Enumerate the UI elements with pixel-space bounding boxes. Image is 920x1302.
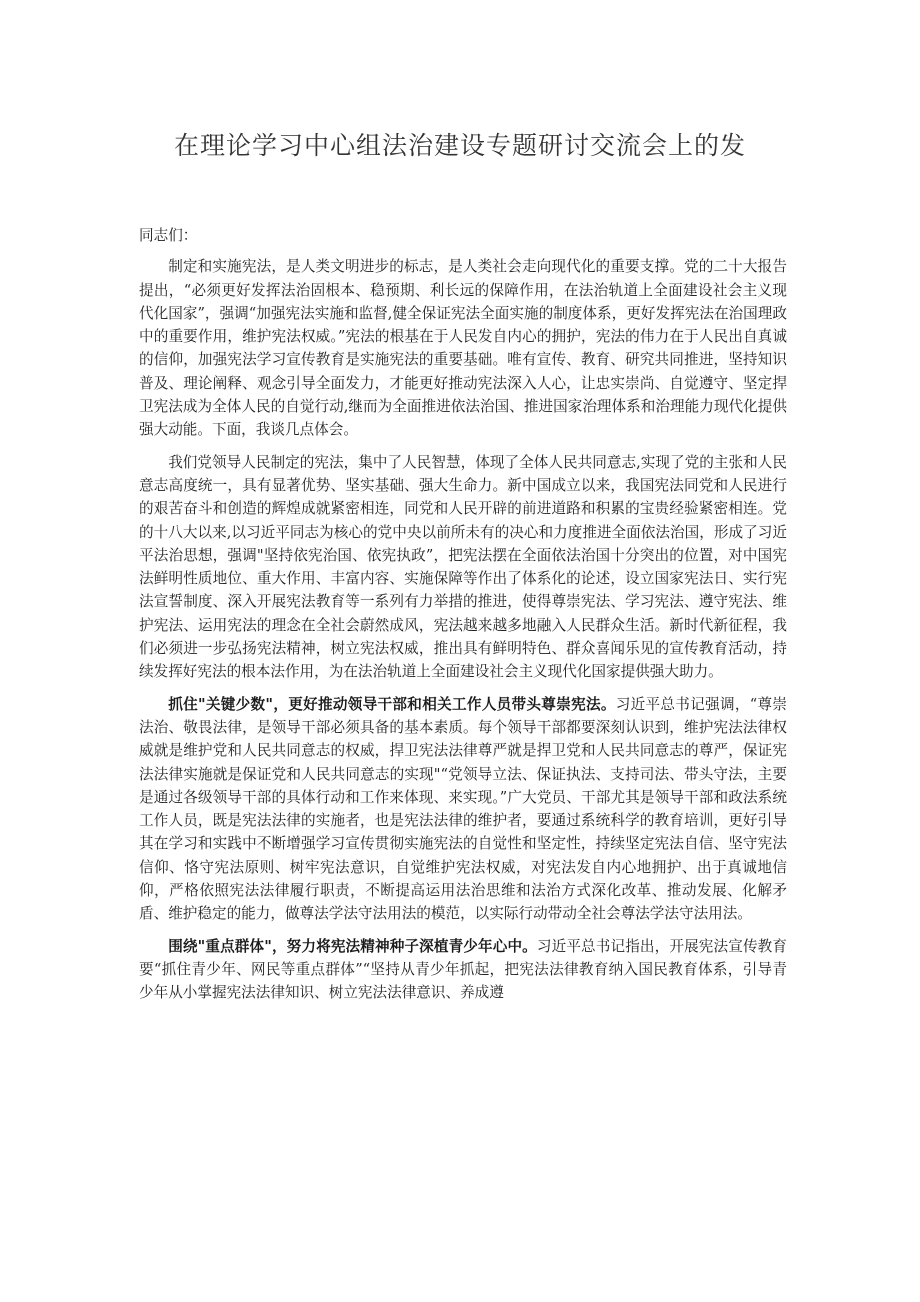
document-body [139,224,787,1014]
paragraph-text: 习近平总书记强调，“尊崇法治、敬畏法律，是领导干部必须具备的基本素质。每个领导干部都要深刻认识到，维护宪法法律权威就是维护党和人民共同意志的权威，捍卫宪法法律尊严就是捍卫党和人民共同意志的尊严，保证宪法法律实施就是保证党和人民共同意志的实现"“党领导立法、保证执法、支持司法、带头守法，主要是通过各级领导干部的具体行动和工作来体现、来实现。”广大党员、干部尤其是领导干部和政法系统工作人员，既是宪法法律的实施者，也是宪法法律的维护者，要通过系统科学的教育培训，更好引导其在学习和实践中不断增强学习宣传贯彻实施宪法的自觉性和坚定性，持续坚定宪法自信、坚守宪法信仰、恪守宪法原则、树牢宪法意识，自觉维护宪法权威，对宪法发自内心地拥护、出于真诚地信仰，严格依照宪法法律履行职责，不断提高运用法治思维和法治方式深化改革、推动发展、化解矛盾、维护稳定的能力，做尊法学法守法用法的模范，以实际行动带动全社会尊法学法守法用法。 [139,695,787,923]
paragraph-lead: 抓住"关键少数"，更好推动领导干部和相关工作人员带头尊崇宪法。 [168,695,616,713]
paragraph-text: 习近平总书记指出，开展宪法宣传教育要“抓住青少年、网民等重点群体”“坚持从青少年抓起，把宪法法律教育纳入国民教育体系，引导青少年从小掌握宪法法律知识、树立宪法法律意识、养成遵 [139,937,787,1002]
paragraph-1 [139,255,787,441]
salutation: 同志们： [139,227,198,244]
paragraph-lead: 围绕"重点群体"，努力将宪法精神种子深植青少年心中。 [168,937,537,955]
paragraph-text: 制定和实施宪法，是人类文明进步的标志，是人类社会走向现代化的重要支撑。党的二十大报告提出，“必须更好发挥法治固根本、稳预期、利长远的保障作用，在法治轨道上全面建设社会主义现代化国家”，强调“加强宪法实施和监督,健全保证宪法全面实施的制度体系，更好发挥宪法在治国理政中的重要作用，维护宪法权威。”宪法的根基在于人民发自内心的拥护，宪法的伟力在于人民出自真诚的信仰，加强宪法学习宣传教育是实施宪法的重要基础。唯有宣传、教育、研究共同推进，坚持知识普及、理论阐释、观念引导全面发力，才能更好推动宪法深入人心，让忠实崇尚、自觉遵守、坚定捍卫宪法成为全体人民的自觉行动,继而为全面推进依法治国、推进国家治理体系和治理能力现代化提供强大动能。下面，我谈几点体会。 [139,258,787,439]
paragraph-3 [139,693,787,926]
paragraph-4 [139,935,787,1005]
page-title: 在理论学习中心组法治建设专题研讨交流会上的发 [173,131,746,160]
paragraph-text: 我们党领导人民制定的宪法，集中了人民智慧，体现了全体人民共同意志,实现了党的主张和人民意志高度统一，具有显著优势、坚实基础、强大生命力。新中国成立以来，我国宪法同党和人民进行的艰苦奋斗和创造的辉煌成就紧密相连，同党和人民开辟的前进道路和积累的宝贵经验紧密相连。党的十八大以来,以习近平同志为核心的党中央以前所未有的决心和力度推进全面依法治国，形成了习近平法治思想，强调"坚持依宪治国、依宪执政”，把宪法摆在全面依法治国十分突出的位置，对中国宪法鲜明性质地位、重大作用、丰富内容、实施保障等作出了体系化的论述，设立国家宪法日、实行宪法宣誓制度、深入开展宪法教育等一系列有力举措的推进，使得尊崇宪法、学习宪法、遵守宪法、维护宪法、运用宪法的理念在全社会蔚然成风，宪法越来越多地融入人民群众生活。新时代新征程，我们必须进一步弘扬宪法精神，树立宪法权威，推出具有鲜明特色、群众喜闻乐见的宣传教育活动，持续发挥好宪法的根本法作用，为在法治轨道上全面建设社会主义现代化国家提供强大助力。 [139,453,787,681]
paragraph-2 [139,451,787,684]
